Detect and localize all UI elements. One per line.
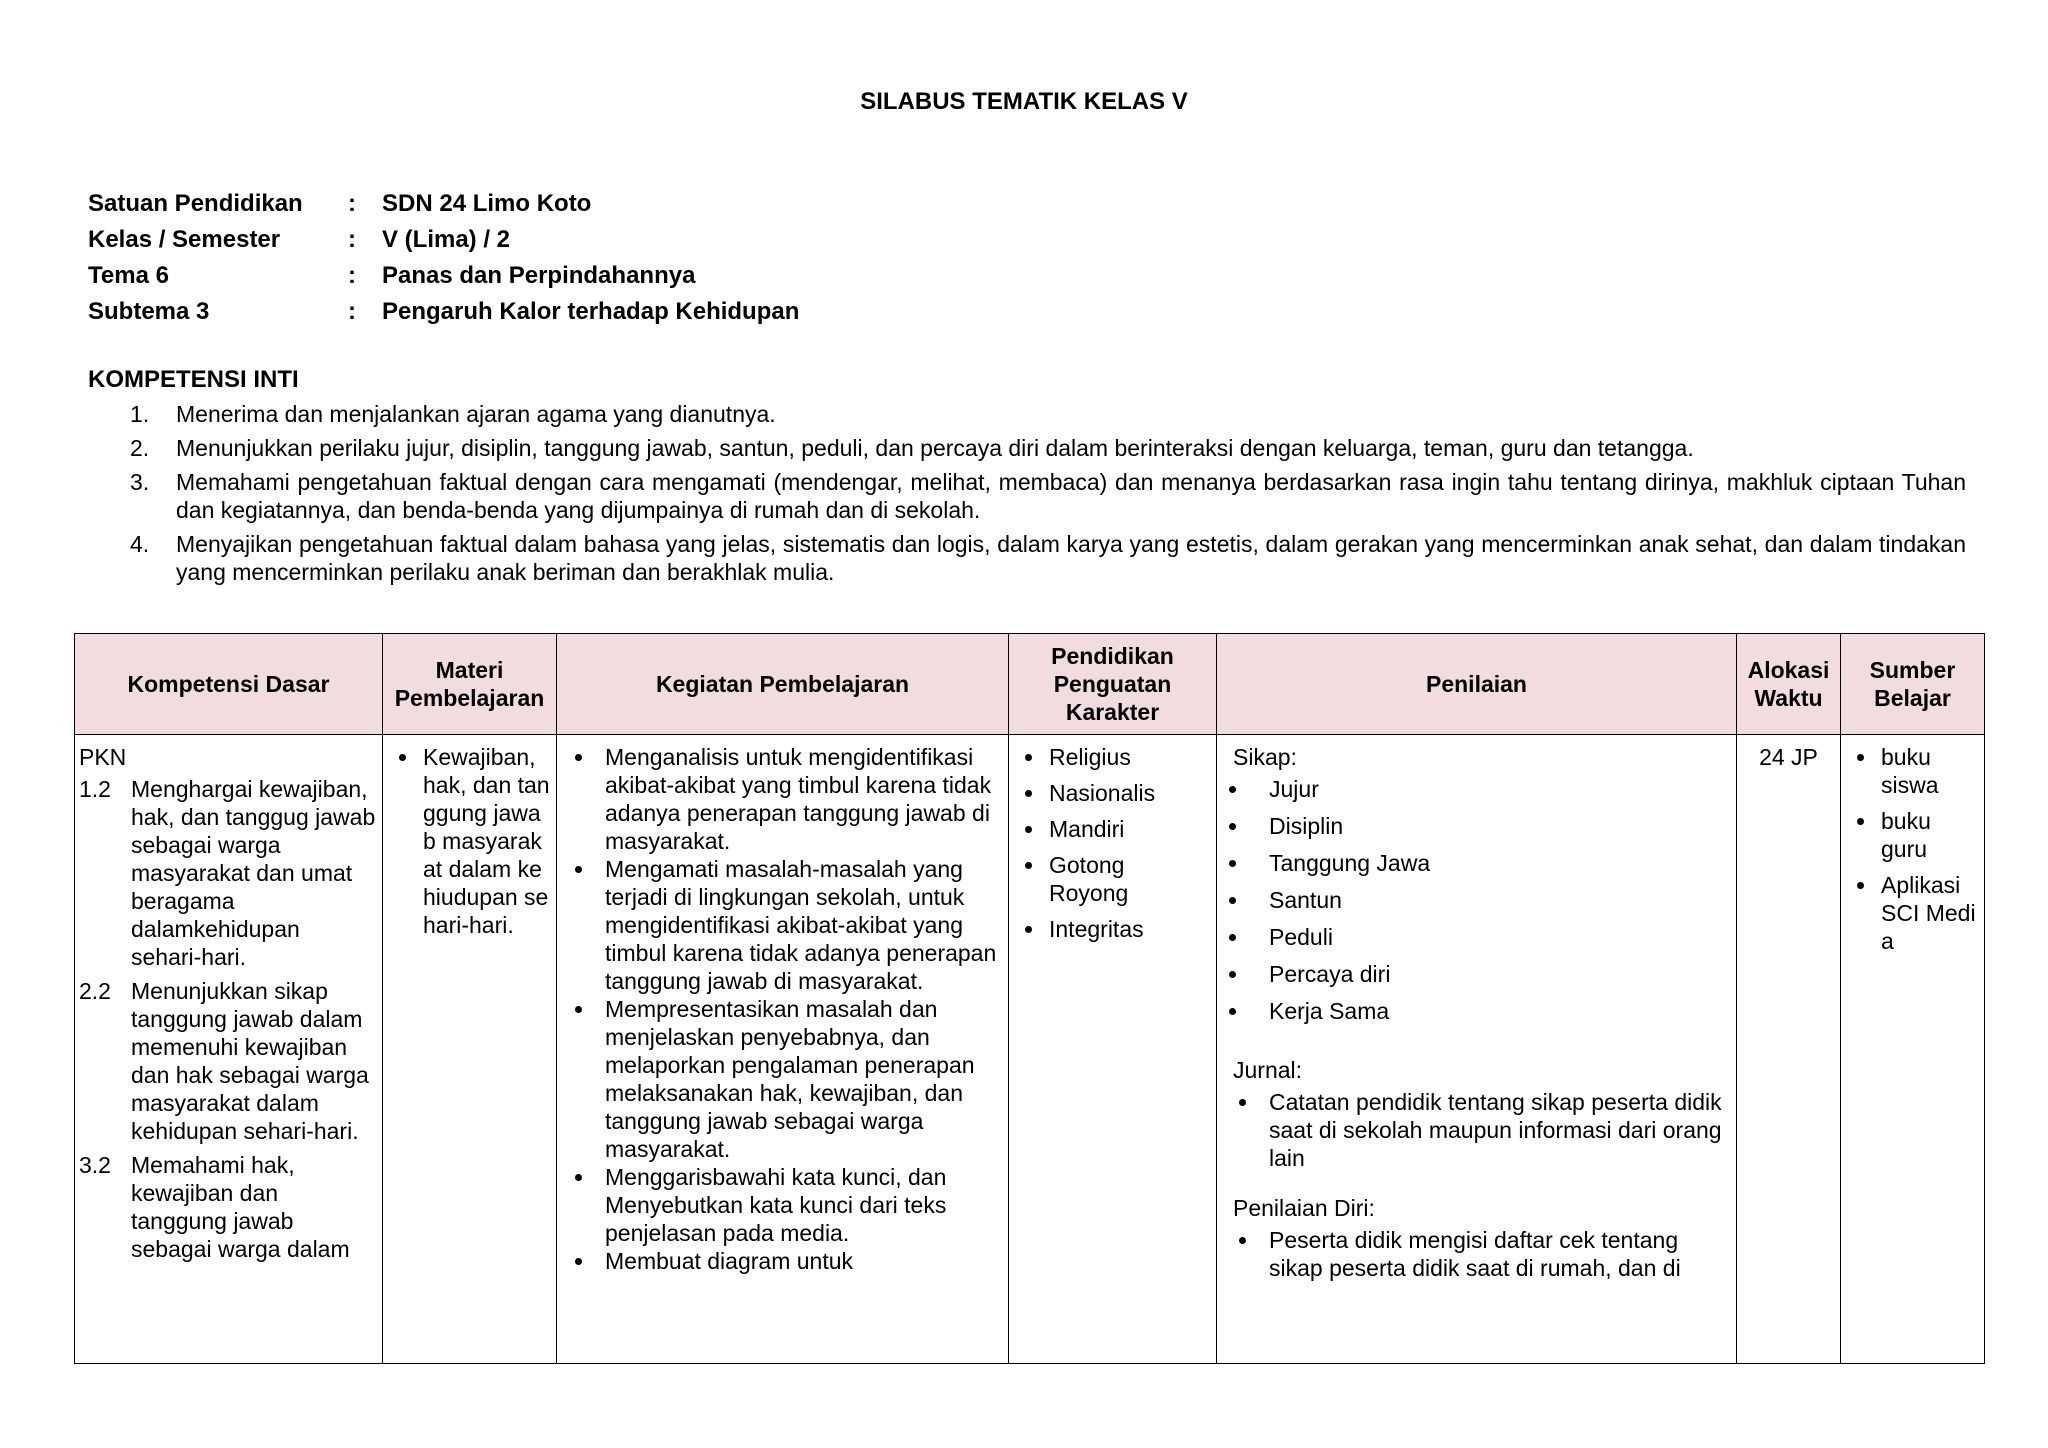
sumber-item: buku guru: [1847, 807, 1978, 863]
cell-kompetensi-dasar: [75, 735, 383, 1364]
info-label: Tema 6: [88, 262, 169, 289]
penilaian-diri-list: [1223, 1226, 1730, 1282]
info-colon: :: [348, 262, 356, 289]
kd-number: 2.2: [79, 978, 111, 1004]
header-alokasi: Alokasi Waktu: [1737, 634, 1841, 735]
kegiatan-item: Menggarisbawahi kata kunci, dan Menyebutkan kata kunci dari teks penjelasan pada media.: [563, 1163, 1002, 1247]
ki-item: [130, 434, 1966, 462]
ki-number: 4.: [130, 531, 150, 557]
spacer: [1223, 1034, 1730, 1056]
identity-block: [88, 186, 799, 330]
cell-sumber: [1841, 735, 1985, 1364]
spacer: [1223, 1172, 1730, 1194]
info-row: [88, 258, 799, 294]
info-row: [88, 222, 799, 258]
materi-list: [389, 743, 550, 939]
info-row: [88, 186, 799, 222]
ppk-list: [1015, 743, 1210, 943]
ppk-item: Gotong Royong: [1015, 851, 1210, 907]
syllabus-table: [74, 633, 1985, 1364]
materi-item: Kewajiban, hak, dan tanggung jawab masyarakat dalam kehiudupan sehari-hari.: [389, 743, 550, 939]
penilaian-diri-item: Peserta didik mengisi daftar cek tentang sikap peserta didik saat di rumah, dan di: [1223, 1226, 1730, 1282]
ki-number: 3.: [130, 469, 150, 495]
info-value: Pengaruh Kalor terhadap Kehidupan: [382, 298, 800, 325]
table-header-row: [75, 634, 1985, 735]
ki-number: 2.: [130, 435, 150, 461]
ppk-item: Integritas: [1015, 915, 1210, 943]
info-colon: :: [348, 226, 356, 253]
ppk-item: Mandiri: [1015, 815, 1210, 843]
kegiatan-list: [563, 743, 1002, 1275]
info-row: [88, 294, 799, 330]
kd-text: Memahami hak, kewajiban dan tanggung jawab sebagai warga dalam: [131, 1152, 350, 1262]
header-penilaian: Penilaian: [1217, 634, 1737, 735]
subject-label: PKN: [79, 744, 127, 770]
sikap-item: Jujur: [1223, 775, 1730, 803]
kd-item: [79, 1151, 376, 1263]
info-value: V (Lima) / 2: [382, 226, 511, 253]
info-label: Kelas / Semester: [88, 226, 281, 253]
sumber-item: Aplikasi SCI Media: [1847, 871, 1978, 955]
cell-kegiatan: [557, 735, 1009, 1364]
kegiatan-item: Mempresentasikan masalah dan menjelaskan penyebabnya, dan melaporkan pengalaman penerapan melaksanakan hak, kewajiban, dan tanggung jawab sebagai warga masyarakat.: [563, 995, 1002, 1163]
cell-ppk: [1009, 735, 1217, 1364]
info-value: Panas dan Perpindahannya: [382, 262, 696, 289]
sikap-list: [1223, 775, 1730, 1025]
sumber-item: buku siswa: [1847, 743, 1978, 799]
kd-text: Menunjukkan sikap tanggung jawab dalam memenuhi kewajiban dan hak sebagai warga masyarakat dalam kehidupan sehari-hari.: [131, 978, 369, 1144]
page-title: SILABUS TEMATIK KELAS V: [860, 88, 1188, 115]
kd-text: Menghargai kewajiban, hak, dan tanggug jawab sebagai warga masyarakat dan umat beragama dalamkehidupan sehari-hari.: [131, 776, 376, 970]
kd-item: [79, 775, 376, 971]
ki-item: [130, 400, 1966, 428]
sikap-item: Kerja Sama: [1223, 997, 1730, 1025]
table-row: [75, 735, 1985, 1364]
header-ppk: Pendidikan Penguatan Karakter: [1009, 634, 1217, 735]
jurnal-item: Catatan pendidik tentang sikap peserta didik saat di sekolah maupun informasi dari orang lain: [1223, 1088, 1730, 1172]
cell-penilaian: [1217, 735, 1737, 1364]
jurnal-list: [1223, 1088, 1730, 1172]
ki-text: Memahami pengetahuan faktual dengan cara mengamati (mendengar, melihat, membaca) dan menanya berdasarkan rasa ingin tahu tentang dirinya, makhluk ciptaan Tuhan dan kegiatannya, dan benda-benda yang dijumpainya di rumah dan di sekolah.: [176, 469, 1966, 523]
jurnal-label: Jurnal:: [1233, 1057, 1303, 1083]
kegiatan-item: Menganalisis untuk mengidentifikasi akibat-akibat yang timbul karena tidak adanya penerapan tanggung jawab di masyarakat.: [563, 743, 1002, 855]
cell-materi: [383, 735, 557, 1364]
header-sumber: Sumber Belajar: [1841, 634, 1985, 735]
kd-number: 1.2: [79, 776, 111, 802]
header-kompetensi-dasar: Kompetensi Dasar: [75, 634, 383, 735]
info-colon: :: [348, 190, 356, 217]
header-kegiatan: Kegiatan Pembelajaran: [557, 634, 1009, 735]
info-label: Satuan Pendidikan: [88, 190, 303, 217]
penilaian-diri-label: Penilaian Diri:: [1233, 1195, 1375, 1221]
ki-text: Menyajikan pengetahuan faktual dalam bahasa yang jelas, sistematis dan logis, dalam karya yang estetis, dalam gerakan yang mencerminkan anak sehat, dan dalam tindakan yang mencerminkan perilaku anak beriman dan berakhlak mulia.: [176, 531, 1966, 585]
ki-item: [130, 530, 1966, 586]
header-materi: Materi Pembelajaran: [383, 634, 557, 735]
ki-heading: KOMPETENSI INTI: [88, 366, 299, 393]
ppk-item: Nasionalis: [1015, 779, 1210, 807]
info-label: Subtema 3: [88, 298, 210, 325]
sumber-list: [1847, 743, 1978, 955]
ki-item: [130, 468, 1966, 524]
kegiatan-item: Mengamati masalah-masalah yang terjadi di lingkungan sekolah, untuk mengidentifikasi akibat-akibat yang timbul karena tidak adanya penerapan tanggung jawab di masyarakat.: [563, 855, 1002, 995]
ki-number: 1.: [130, 401, 150, 427]
kd-item: [79, 977, 376, 1145]
info-value: SDN 24 Limo Koto: [382, 190, 592, 217]
kd-number: 3.2: [79, 1152, 111, 1178]
ki-text: Menunjukkan perilaku jujur, disiplin, tanggung jawab, santun, peduli, dan percaya diri dalam berinteraksi dengan keluarga, teman, guru dan tetangga.: [176, 435, 1694, 461]
sikap-label: Sikap:: [1233, 744, 1297, 770]
sikap-item: Disiplin: [1223, 812, 1730, 840]
ki-text: Menerima dan menjalankan ajaran agama yang dianutnya.: [176, 401, 776, 427]
sikap-item: Percaya diri: [1223, 960, 1730, 988]
cell-alokasi: 24 JP: [1737, 735, 1841, 1364]
sikap-item: Peduli: [1223, 923, 1730, 951]
info-colon: :: [348, 298, 356, 325]
ki-list: [130, 400, 1966, 592]
kegiatan-item: Membuat diagram untuk: [563, 1247, 1002, 1275]
sikap-item: Santun: [1223, 886, 1730, 914]
sikap-item: Tanggung Jawa: [1223, 849, 1730, 877]
ppk-item: Religius: [1015, 743, 1210, 771]
